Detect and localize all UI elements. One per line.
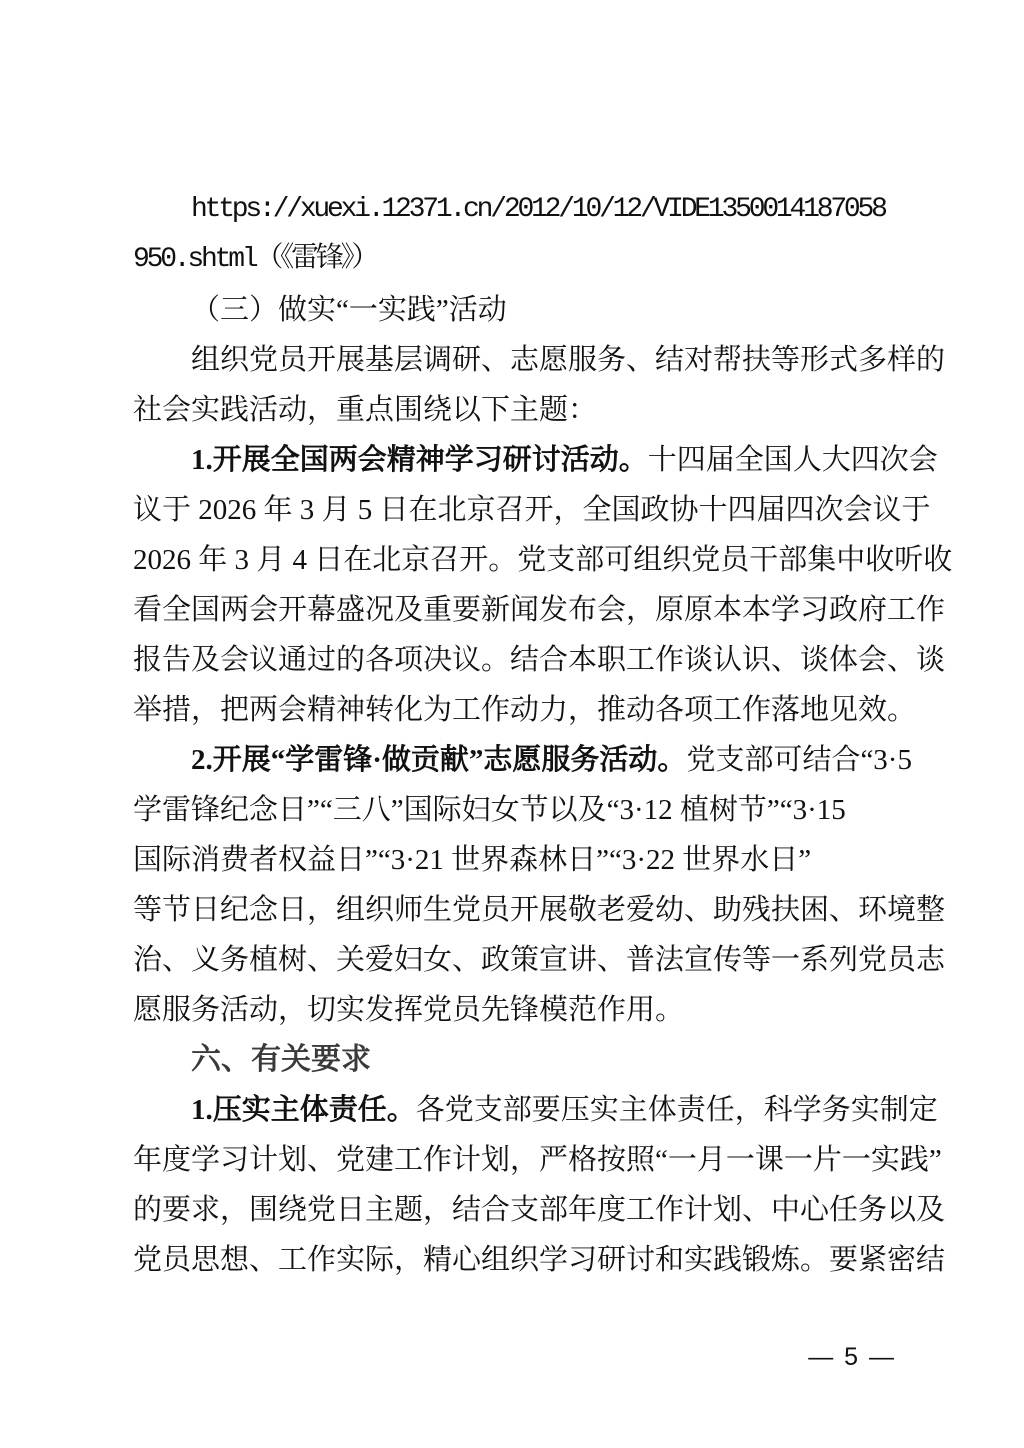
text-line — [133, 335, 946, 385]
text-line — [133, 285, 903, 335]
text-line — [133, 985, 903, 1035]
text-line — [133, 885, 946, 935]
text-block — [133, 185, 953, 1285]
text-line — [133, 935, 946, 985]
text-run: 年度学习计划、党建工作计划，严格按照“一月一课一片一实践” — [133, 1144, 942, 1176]
text-run: 十四届全国人大四次会 — [647, 444, 938, 476]
text-line — [133, 1135, 942, 1185]
text-run: 举措，把两会精神转化为工作动力，推动各项工作落地见效。 — [133, 694, 917, 726]
text-run: 2.开展“学雷锋·做贡献”志愿服务活动。 — [191, 744, 687, 776]
text-run: 愿服务活动，切实发挥党员先锋模范作用。 — [133, 994, 685, 1026]
text-run: 六、有关要求 — [191, 1043, 371, 1076]
text-line — [133, 435, 938, 485]
text-run: 报告及会议通过的各项决议。结合本职工作谈认识、谈体会、谈 — [133, 644, 946, 676]
text-run: 党员思想、工作实际，精心组织学习研讨和实践锻炼。要紧密结 — [133, 1244, 946, 1276]
text-line — [133, 835, 903, 885]
text-run: （三）做实“一实践”活动 — [191, 294, 507, 326]
text-run: 看全国两会开幕盛况及重要新闻发布会，原原本本学习政府工作 — [133, 594, 946, 626]
text-line — [133, 185, 903, 235]
text-run: 议于 2026 年 3 月 5 日在北京召开，全国政协十四届四次会议于 — [133, 494, 931, 526]
text-line — [133, 535, 953, 585]
text-run: 组织党员开展基层调研、志愿服务、结对帮扶等形式多样的 — [191, 344, 946, 376]
section-heading — [133, 1035, 903, 1085]
text-run: 1.开展全国两会精神学习研讨活动。 — [191, 444, 648, 476]
text-run: 学雷锋纪念日”“三八”国际妇女节以及“3·12 植树节”“3·15 — [133, 794, 846, 826]
text-run: 2026 年 3 月 4 日在北京召开。党支部可组织党员干部集中收听收 — [133, 544, 953, 576]
text-run: 国际消费者权益日”“3·21 世界森林日”“3·22 世界水日” — [133, 844, 812, 876]
text-line — [133, 1235, 946, 1285]
text-line — [133, 235, 903, 285]
text-run: 各党支部要压实主体责任，科学务实制定 — [415, 1094, 938, 1126]
text-run: 等节日纪念日，组织师生党员开展敬老爱幼、助残扶困、环境整 — [133, 894, 946, 926]
text-line — [133, 585, 946, 635]
text-run: 治、义务植树、关爱妇女、政策宣讲、普法宣传等一系列党员志 — [133, 944, 946, 976]
text-line — [133, 1185, 946, 1235]
text-run: 社会实践活动，重点围绕以下主题： — [133, 394, 598, 426]
text-run: 1.压实主体责任。 — [191, 1094, 416, 1126]
text-line — [133, 785, 903, 835]
text-run: 党支部可结合“3·5 — [686, 744, 912, 776]
text-run: 950.shtml（《雷锋》） — [133, 244, 377, 275]
text-run: https://xuexi.12371.cn/2012/10/12/VIDE1350014187058 — [191, 194, 885, 225]
text-line — [133, 1085, 938, 1135]
page-number: — 5 — — [808, 1343, 896, 1371]
text-line — [133, 385, 903, 435]
text-line — [133, 685, 917, 735]
text-run: 的要求，围绕党日主题，结合支部年度工作计划、中心任务以及 — [133, 1194, 946, 1226]
text-line — [133, 735, 912, 785]
text-line — [133, 485, 931, 535]
text-line — [133, 635, 946, 685]
